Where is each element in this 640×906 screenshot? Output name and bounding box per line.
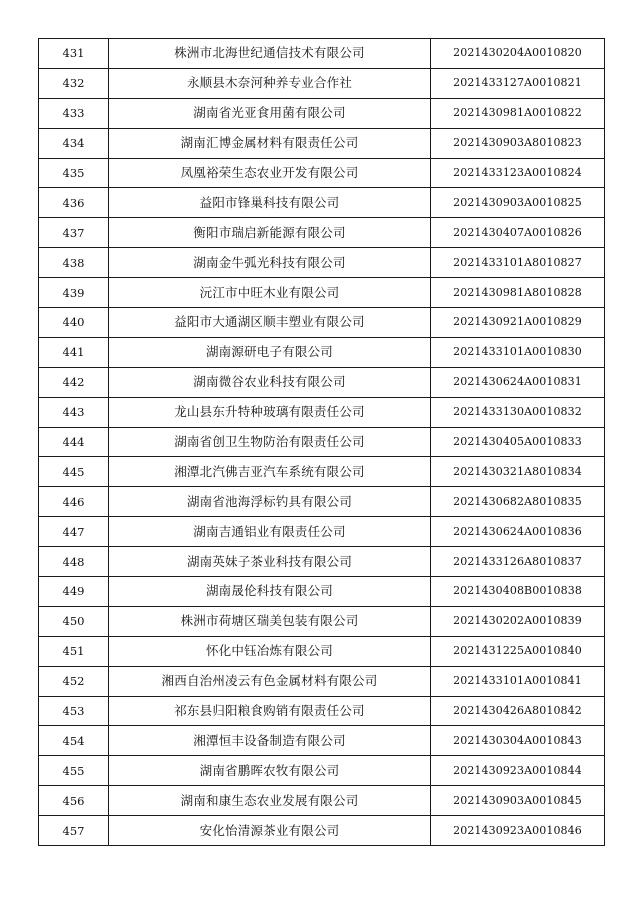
row-number-cell: 439 — [39, 278, 109, 308]
table-row — [39, 427, 605, 457]
row-number-cell: 447 — [39, 517, 109, 547]
table-row — [39, 636, 605, 666]
row-number-cell: 457 — [39, 816, 109, 846]
row-number-cell: 451 — [39, 636, 109, 666]
table-row — [39, 158, 605, 188]
registration-code-cell: 2021430981A8010828 — [431, 278, 605, 308]
registration-code-cell: 2021430903A0010845 — [431, 786, 605, 816]
registration-code-cell: 2021433123A0010824 — [431, 158, 605, 188]
registration-code-cell: 2021430624A0010836 — [431, 517, 605, 547]
row-number-cell: 442 — [39, 367, 109, 397]
registration-code-cell: 2021430923A0010846 — [431, 816, 605, 846]
row-number-cell: 450 — [39, 606, 109, 636]
table-row — [39, 696, 605, 726]
table-row — [39, 367, 605, 397]
company-name-cell: 株洲市北海世纪通信技术有限公司 — [109, 39, 431, 69]
row-number-cell: 431 — [39, 39, 109, 69]
row-number-cell: 449 — [39, 577, 109, 607]
company-name-cell: 湖南省池海浮标钓具有限公司 — [109, 487, 431, 517]
row-number-cell: 437 — [39, 218, 109, 248]
row-number-cell: 432 — [39, 68, 109, 98]
table-row — [39, 577, 605, 607]
table-row — [39, 457, 605, 487]
table-row — [39, 39, 605, 69]
company-name-cell: 凤凰裕荣生态农业开发有限公司 — [109, 158, 431, 188]
table-row — [39, 487, 605, 517]
row-number-cell: 435 — [39, 158, 109, 188]
registration-code-cell: 2021430407A0010826 — [431, 218, 605, 248]
table-row — [39, 726, 605, 756]
company-name-cell: 湘潭北汽佛吉亚汽车系统有限公司 — [109, 457, 431, 487]
table-row — [39, 606, 605, 636]
table-row — [39, 816, 605, 846]
company-name-cell: 湖南金牛弧光科技有限公司 — [109, 248, 431, 278]
row-number-cell: 444 — [39, 427, 109, 457]
company-name-cell: 怀化中钰冶炼有限公司 — [109, 636, 431, 666]
row-number-cell: 438 — [39, 248, 109, 278]
table-row — [39, 756, 605, 786]
registration-code-cell: 2021430624A0010831 — [431, 367, 605, 397]
company-name-cell: 湖南省光亚食用菌有限公司 — [109, 98, 431, 128]
registration-code-cell: 2021430405A0010833 — [431, 427, 605, 457]
table-row — [39, 98, 605, 128]
company-name-cell: 沅江市中旺木业有限公司 — [109, 278, 431, 308]
table-row — [39, 278, 605, 308]
company-name-cell: 湖南和康生态农业发展有限公司 — [109, 786, 431, 816]
company-name-cell: 湖南源研电子有限公司 — [109, 337, 431, 367]
registry-table — [38, 38, 605, 846]
company-name-cell: 湖南汇博金属材料有限责任公司 — [109, 128, 431, 158]
row-number-cell: 434 — [39, 128, 109, 158]
registration-code-cell: 2021430321A8010834 — [431, 457, 605, 487]
registration-code-cell: 2021433101A0010830 — [431, 337, 605, 367]
row-number-cell: 436 — [39, 188, 109, 218]
registration-code-cell: 2021430981A0010822 — [431, 98, 605, 128]
row-number-cell: 446 — [39, 487, 109, 517]
row-number-cell: 440 — [39, 308, 109, 338]
row-number-cell: 455 — [39, 756, 109, 786]
row-number-cell: 448 — [39, 547, 109, 577]
table-row — [39, 218, 605, 248]
row-number-cell: 452 — [39, 666, 109, 696]
row-number-cell: 445 — [39, 457, 109, 487]
company-name-cell: 祁东县归阳粮食购销有限责任公司 — [109, 696, 431, 726]
company-name-cell: 永顺县木奈河种养专业合作社 — [109, 68, 431, 98]
registration-code-cell: 2021430204A0010820 — [431, 39, 605, 69]
table-row — [39, 128, 605, 158]
registration-code-cell: 2021433130A0010832 — [431, 397, 605, 427]
table-row — [39, 786, 605, 816]
company-name-cell: 湖南省创卫生物防治有限责任公司 — [109, 427, 431, 457]
company-name-cell: 湘潭恒丰设备制造有限公司 — [109, 726, 431, 756]
company-name-cell: 湖南吉通铝业有限责任公司 — [109, 517, 431, 547]
company-name-cell: 湖南英妹子茶业科技有限公司 — [109, 547, 431, 577]
table-row — [39, 666, 605, 696]
row-number-cell: 453 — [39, 696, 109, 726]
company-name-cell: 株洲市荷塘区瑞美包装有限公司 — [109, 606, 431, 636]
company-name-cell: 益阳市锋巢科技有限公司 — [109, 188, 431, 218]
registration-code-cell: 2021430682A8010835 — [431, 487, 605, 517]
registration-code-cell: 2021433127A0010821 — [431, 68, 605, 98]
row-number-cell: 433 — [39, 98, 109, 128]
registration-code-cell: 2021430304A0010843 — [431, 726, 605, 756]
company-name-cell: 龙山县东升特种玻璃有限责任公司 — [109, 397, 431, 427]
registration-code-cell: 2021430921A0010829 — [431, 308, 605, 338]
table-row — [39, 68, 605, 98]
table-row — [39, 248, 605, 278]
registration-code-cell: 2021430408B0010838 — [431, 577, 605, 607]
registry-table-body — [39, 39, 605, 846]
table-row — [39, 397, 605, 427]
registration-code-cell: 2021430202A0010839 — [431, 606, 605, 636]
table-row — [39, 547, 605, 577]
registration-code-cell: 2021430903A8010823 — [431, 128, 605, 158]
company-name-cell: 益阳市大通湖区顺丰塑业有限公司 — [109, 308, 431, 338]
company-name-cell: 湖南微谷农业科技有限公司 — [109, 367, 431, 397]
registration-code-cell: 2021430903A0010825 — [431, 188, 605, 218]
table-row — [39, 517, 605, 547]
company-name-cell: 湖南省鹏晖农牧有限公司 — [109, 756, 431, 786]
row-number-cell: 456 — [39, 786, 109, 816]
table-row — [39, 308, 605, 338]
table-row — [39, 188, 605, 218]
table-row — [39, 337, 605, 367]
row-number-cell: 454 — [39, 726, 109, 756]
registration-code-cell: 2021433126A8010837 — [431, 547, 605, 577]
row-number-cell: 443 — [39, 397, 109, 427]
company-name-cell: 安化怡清源茶业有限公司 — [109, 816, 431, 846]
company-name-cell: 湘西自治州凌云有色金属材料有限公司 — [109, 666, 431, 696]
registration-code-cell: 2021430426A8010842 — [431, 696, 605, 726]
registration-code-cell: 2021433101A8010827 — [431, 248, 605, 278]
registration-code-cell: 2021431225A0010840 — [431, 636, 605, 666]
row-number-cell: 441 — [39, 337, 109, 367]
company-name-cell: 衡阳市瑞启新能源有限公司 — [109, 218, 431, 248]
company-name-cell: 湖南晟伦科技有限公司 — [109, 577, 431, 607]
registration-code-cell: 2021430923A0010844 — [431, 756, 605, 786]
registration-code-cell: 2021433101A0010841 — [431, 666, 605, 696]
